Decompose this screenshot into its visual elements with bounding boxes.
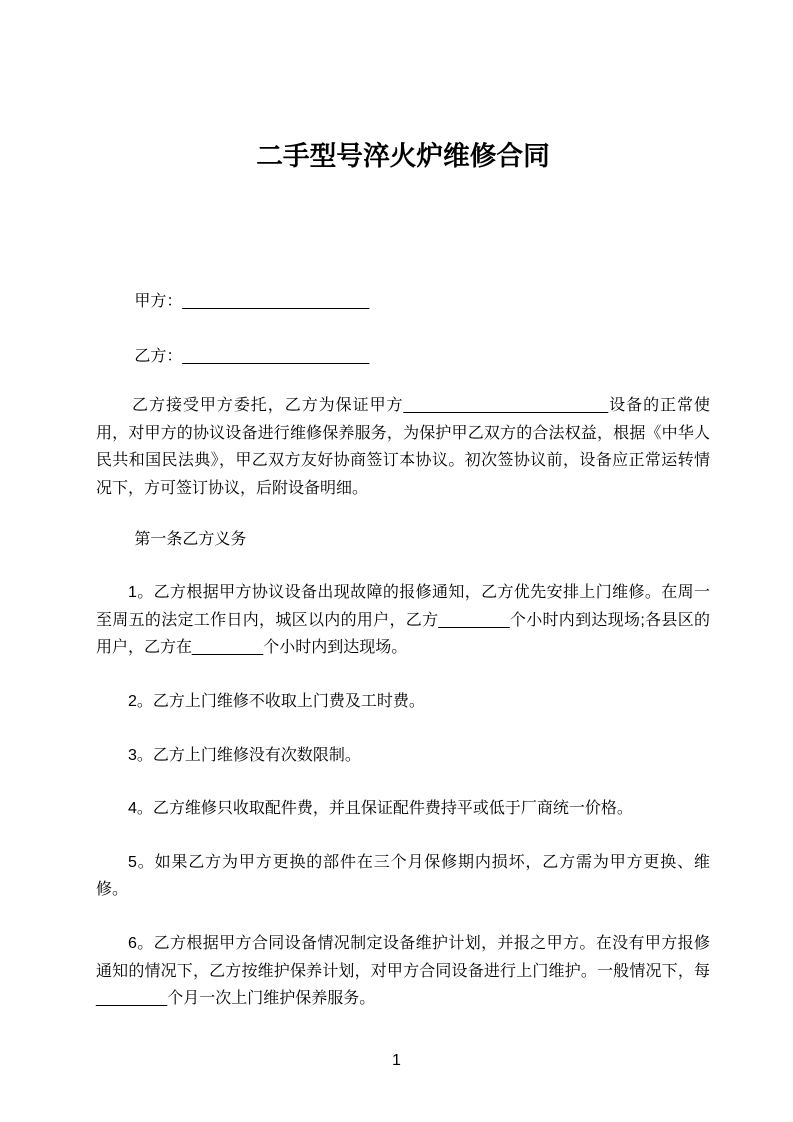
document-title: 二手型号淬火炉维修合同 [256, 141, 550, 171]
party-a-line [96, 288, 710, 316]
clause-1: 1。乙方根据甲方协议设备出现故障的报修通知，乙方优先安排上门维修。在周一至周五的法定工作日内，城区以内的用户，乙方________个小时内到达现场;各县区的用户，乙方在________个小时内到达现场。 [96, 584, 710, 657]
party-b-line [96, 343, 710, 371]
clause-5: 5。如果乙方为甲方更换的部件在三个月保修期内损坏，乙方需为甲方更换、维修。 [96, 853, 710, 899]
party-a-blank: _____________________ [182, 293, 370, 310]
page-number: 1 [392, 1052, 401, 1069]
clause-6: 6。乙方根据甲方合同设备情况制定设备维护计划，并报之甲方。在没有甲方报修通知的情况下，乙方按维护保养计划，对甲方合同设备进行上门维护。一般情况下，每________个月一次上门维护保养服务。 [96, 934, 710, 1008]
clause-4: 4。乙方维修只收取配件费，并且保证配件费持平或低于厂商统一价格。 [128, 800, 633, 818]
section-heading: 第一条乙方义务 [134, 530, 247, 548]
party-a-label: 甲方： [134, 293, 183, 310]
clause-2: 2。乙方上门维修不收取上门费及工时费。 [128, 692, 425, 710]
clause-3: 3。乙方上门维修没有次数限制。 [128, 746, 361, 764]
party-b-blank: _____________________ [182, 347, 370, 365]
intro-paragraph: 乙方接受甲方委托，乙方为保证甲方_______________________设备的正常使用，对甲方的协议设备进行维修保养服务，为保护甲乙双方的合法权益，根据《中华人民共和国民法典》，甲乙双方友好协商签订本协议。初次签协议前，设备应正常运转情况下，方可签订协议，后附设备明细。 [96, 397, 710, 497]
party-b-label: 乙方： [134, 347, 183, 365]
